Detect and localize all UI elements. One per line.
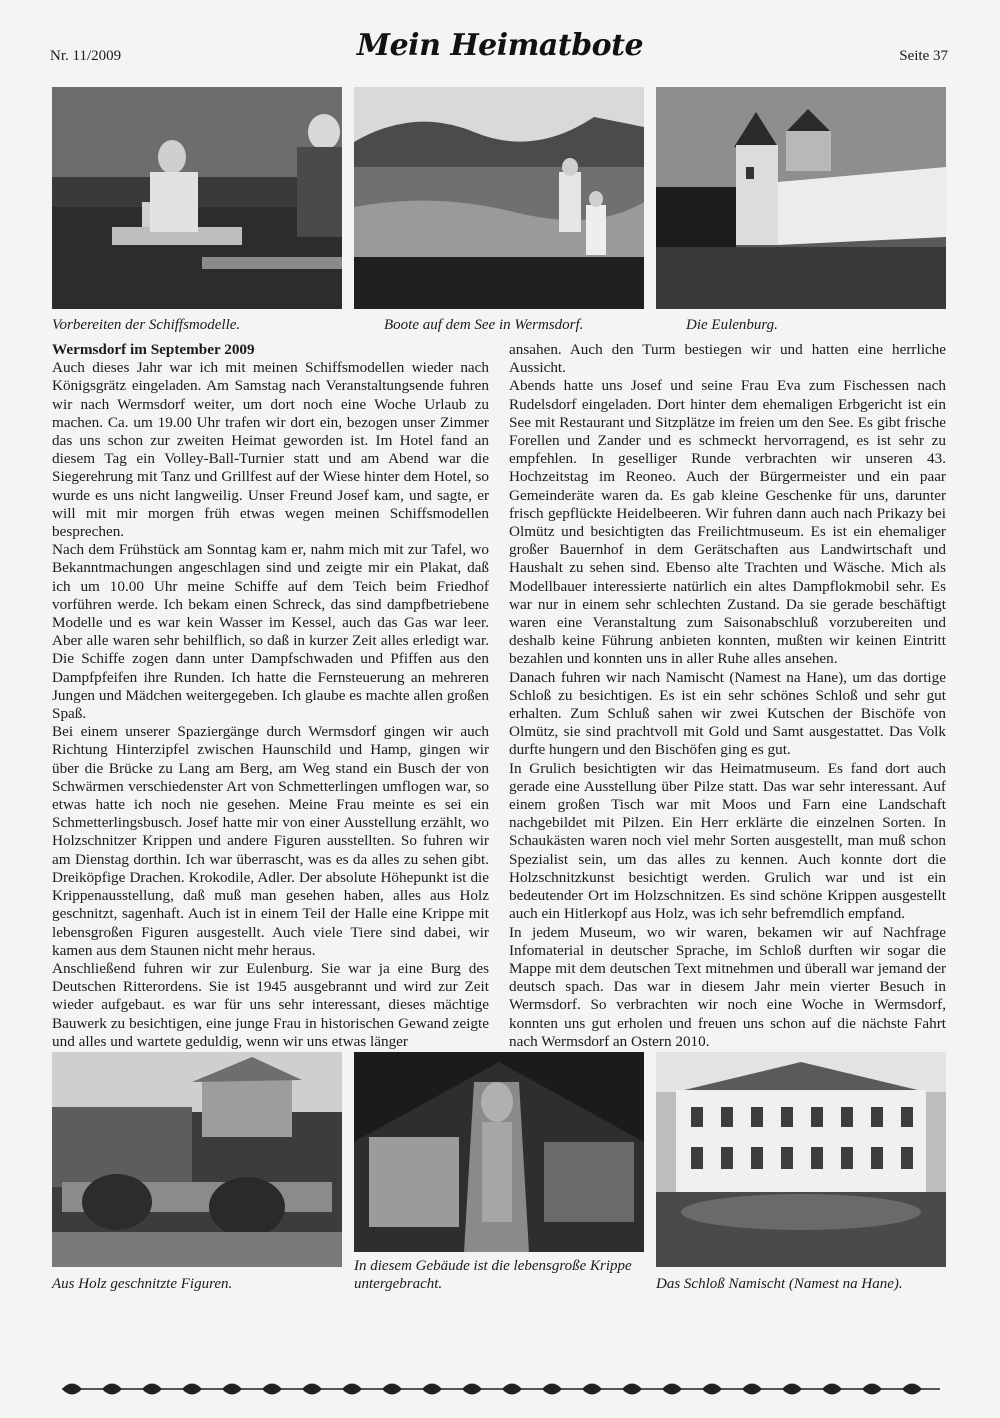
article-title: Wermsdorf im September 2009 xyxy=(52,341,255,358)
article-paragraph: In jedem Museum, wo wir waren, bekamen wir auf Nachfrage Infomaterial in deutscher Sprache, im Schloß durften wir sogar die Mappe mit dem deutschen Text mitnehmen und überall war jemand der deutsch spach. Das war in diesem Jahr mein vierter Besuch in Wermsdorf. So verbrachten wir noch eine Woche in Wermsdorf, konnten uns gut erholen und freuen uns schon auf die nächste Fahrt nach Wermsdorf an Ostern 2010. xyxy=(509,923,946,1050)
caption-wood-figures: Aus Holz geschnitzte Figuren. xyxy=(52,1276,233,1292)
photo-ship-models xyxy=(52,87,342,309)
article-paragraph: Danach fuhren wir nach Namischt (Namest na Hane), um das dortige Schloß zu besichtigen. Es ist ein sehr schönes Schloß und sehr gut erhalten. Zum Schluß sahen wir zwei Kutschen der Bischöfe von Olmütz, sie sind prachtvoll mit Gold und Samt ausgestattet. Das Volk durfte hungern und den Bischöfen ging es gut. xyxy=(509,668,946,759)
caption-nativity-building: In diesem Gebäude ist die lebensgroße Krippe untergebracht. xyxy=(354,1258,632,1292)
article-column-left xyxy=(52,341,489,1051)
caption-castle-namischt: Das Schloß Namischt (Namest na Hane). xyxy=(656,1276,903,1292)
article-paragraph: Nach dem Frühstück am Sonntag kam er, nahm mich mit zur Tafel, wo Bekanntmachungen angeschlagen sind und zeigte mir ein Plakat, daß ich um 10.00 Uhr meine Schiffe auf dem Teich beim Friedhof vorführen werde. Ich bekam einen Schreck, das sind dampfbetriebene Modelle und es war kein Wasser im Kessel, auch das Gas war leer. Aber alle waren sehr behilflich, so daß in kurzer Zeit alles erledigt war. Die Schiffe zogen dann unter Dampfschwaden und Pfiffen aus den Dampfpfeifen ihre Runden. Ich hatte die Fernsteuerung an mehreren Jungen und Mädchen weitergegeben. Ich glaube es machte allen großen Spaß. xyxy=(52,541,489,723)
caption-boats-lake: Boote auf dem See in Wermsdorf. xyxy=(384,317,584,333)
decorative-ornament-border xyxy=(62,1378,940,1400)
article-paragraph: Anschließend fuhren wir zur Eulenburg. Sie war ja eine Burg des Deutschen Ritterordens. Sie ist 1945 ausgebrannt und wird zur Zeit wieder aufgebaut. es war für uns sehr interessant, dieses mächtige Bauwerk zu besichtigen, eine junge Frau in historischen Gewand zeigte und alles und wartete geduldig, wenn wir uns etwas länger xyxy=(52,959,489,1050)
photo-eulenburg xyxy=(656,87,946,309)
article-paragraph: Bei einem unserer Spaziergänge durch Wermsdorf gingen wir auch Richtung Hinterzipfel zwischen Haunschild und Hamp, gingen wir über die Brücke zu Lang am Berg, am Weg stand ein Busch der von Schwärmen verschiedenster Art von Schmetterlingen umflogen war, so etwas hatte ich noch nie gesehen. Meine Frau meinte es sei ein Schmetterlingsbusch. Josef hatte mir von einer Ausstellung erzählt, wo Holzschnitzer Krippen und andere Figuren ausstellten. So fuhren wir am Dienstag dorthin. Ich war überrascht, was es da alles zu sehen gibt. Dreiköpfige Drachen. Krokodile, Adler. Der absolute Höhepunkt ist die Krippenausstellung, daß muß man gesehen haben, alles aus Holz geschnitzt, sagenhaft. Auch ist in einem Teil der Halle eine Krippe mit lebensgroßen Figuren ausgestellt. Auch viele Tiere sind dabei, wir kamen aus dem Staunen nicht mehr heraus. xyxy=(52,723,489,959)
page-number: Seite 37 xyxy=(899,48,948,64)
photo-wood-figures xyxy=(52,1052,342,1267)
photo-boats-lake xyxy=(354,87,644,309)
article-paragraph: Auch dieses Jahr war ich mit meinen Schiffsmodellen wieder nach Königsgrätz eingeladen. Am Samstag nach Veranstaltungsende fuhren wir nach Wermsdorf weiter, um dort noch eine Woche Urlaub zu machen. Ca. um 19.00 Uhr trafen wir dort ein, bezogen unser Zimmer das uns schon zur zweiten Heimat geworden ist. Im Hotel fand an diesem Tag ein Volley-Ball-Turnier statt und am Abend war die Siegerehrung mit Tanz und Grillfest auf der Wiese hinter dem Hotel, so wurde es uns nicht langweilig. Unser Freund Josef kam, und sagte, er will mit mir morgen früh etwas wegen meinen Schiffsmodellen besprechen. xyxy=(52,359,489,541)
caption-eulenburg: Die Eulenburg. xyxy=(686,317,778,333)
issue-number: Nr. 11/2009 xyxy=(50,48,122,64)
article-paragraph: Abends hatte uns Josef und seine Frau Eva zum Fischessen nach Rudelsdorf eingeladen. Dort hinter dem ehemaligen Erbgericht ist ein See mit Restaurant und Sitzplätze im freien um den See. Es gibt frische Forellen und Zander und es schmeckt hervorragend, es ist sehr zu empfehlen. In geselliger Runde verbrachten wir unseren 43. Hochzeitstag im Reoneo. Auch der Bürgermeister und ein paar Gemeinderäte waren da. Es gab kleine Geschenke für uns, darunter frisch gepflückte Heidelbeeren. Wir fuhren dann auch nach Prikazy bei Olmütz und besichtigten das Freilichtmuseum. Es ist ein ehemaliger großer Bauernhof in dem Gerätschaften aus Landwirtschaft und Haushalt zu sehen sind. Ebenso alte Trachten und Wäsche. Mich als Modellbauer interessierte natürlich ein altes Dampflokmobil sehr. Es war nur in einem sehr schlechten Zustand. Da sie gerade beschäftigt waren eine Veranstaltung zum Saisonabschluß vorzubereiten und deshalb keine Führung anbieten konnten, mußten wir keinen Eintritt bezahlen und konnten uns in aller Ruhe alles ansehen. xyxy=(509,377,946,668)
photo-castle-namischt xyxy=(656,1052,946,1267)
masthead-title: Mein Heimatbote xyxy=(356,28,644,63)
photo-nativity-building xyxy=(354,1052,644,1252)
caption-ship-models: Vorbereiten der Schiffsmodelle. xyxy=(52,317,241,333)
article-paragraph: In Grulich besichtigten wir das Heimatmuseum. Es fand dort auch gerade eine Ausstellung über Pilze statt. Das war sehr interessant. Auf einem großen Tisch war mit Moos und Farn eine Landschaft nachgebildet mit Pilzen. Ein Herr erklärte die einzelnen Sorten. In Schaukästen waren noch viel mehr Sorten ausgestellt, man muß schon Spezialist sein, um das alles zu kennen. Auch konnte dort die Holzschnitzkunst besichtigt werden. Grulich war und ist ein bedeutender Ort im Holzschnitzen. Es sind schöne Krippen ausgestellt auch ein Hitlerkopf aus Holz, was ich sehr befremdlich empfand. xyxy=(509,759,946,923)
article-column-right xyxy=(509,341,946,1069)
article-paragraph: ansahen. Auch den Turm bestiegen wir und hatten eine herrliche Aussicht. xyxy=(509,341,946,377)
